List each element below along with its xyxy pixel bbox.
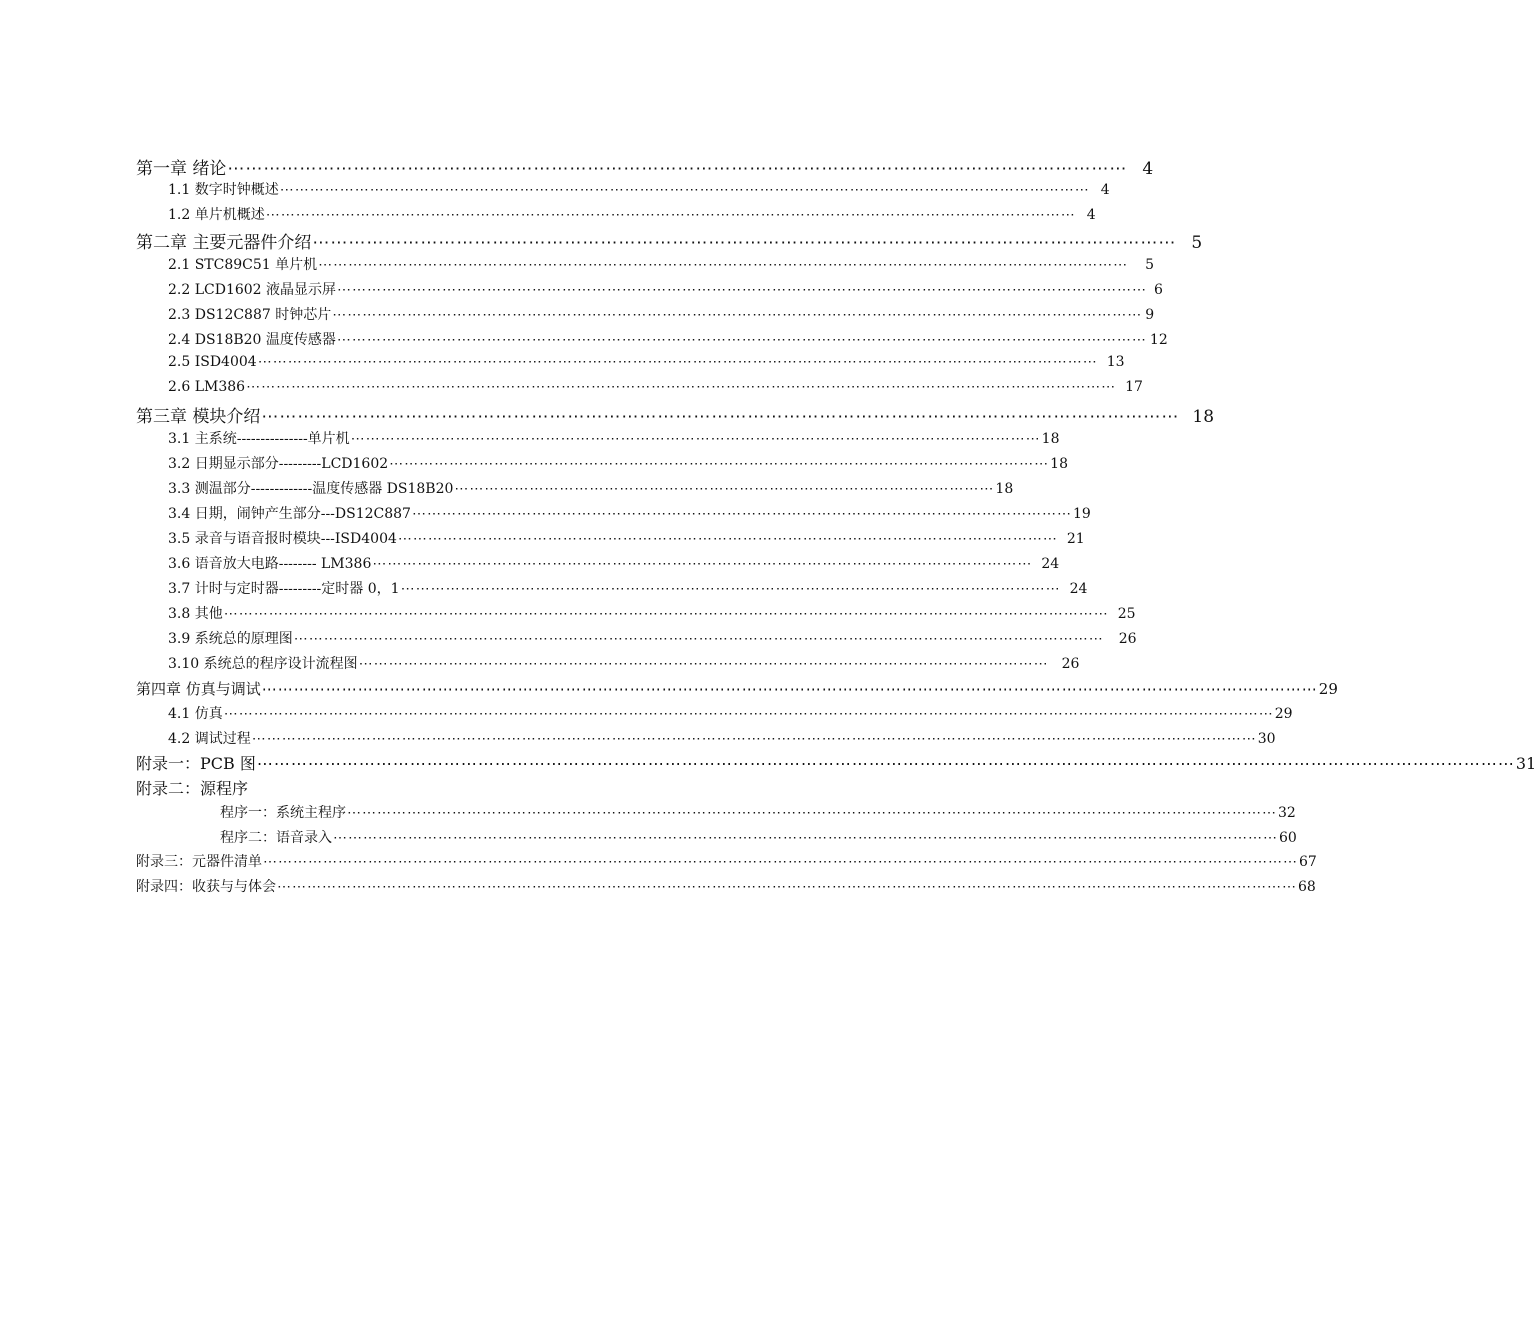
toc-row xyxy=(168,354,1125,370)
toc-row-label: 3.10 系统总的程序设计流程图 xyxy=(168,656,358,672)
toc-row-page: 18 xyxy=(1192,407,1215,427)
toc-row xyxy=(136,402,1215,427)
toc-row xyxy=(168,428,1060,448)
dot-leader: ⋯⋯⋯⋯⋯⋯⋯⋯⋯⋯⋯⋯⋯⋯⋯⋯⋯⋯⋯⋯⋯⋯⋯⋯⋯⋯⋯⋯⋯⋯⋯⋯⋯⋯⋯⋯⋯⋯⋯⋯⋯⋯⋯⋯ xyxy=(389,456,1050,472)
dot-leader: ⋯⋯⋯⋯⋯⋯⋯⋯⋯⋯⋯⋯⋯⋯⋯⋯⋯⋯⋯⋯⋯⋯⋯⋯⋯⋯⋯⋯⋯⋯⋯⋯⋯⋯⋯⋯⋯⋯⋯⋯⋯⋯⋯⋯⋯⋯ xyxy=(350,431,1041,447)
dot-leader: ⋯⋯⋯⋯⋯⋯⋯⋯⋯⋯⋯⋯⋯⋯⋯⋯⋯⋯⋯⋯⋯⋯⋯⋯⋯⋯⋯⋯⋯⋯⋯⋯⋯⋯⋯⋯⋯⋯⋯⋯⋯⋯⋯⋯⋯⋯⋯⋯ xyxy=(312,233,1177,253)
toc-row-label: 3.3 测温部分-------------温度传感器 DS18B20 xyxy=(168,481,454,497)
dot-leader: ⋯⋯⋯⋯⋯⋯⋯⋯⋯⋯⋯⋯⋯⋯⋯⋯⋯⋯⋯⋯⋯⋯⋯⋯⋯⋯⋯⋯⋯⋯⋯⋯⋯⋯⋯⋯⋯⋯⋯⋯⋯⋯⋯⋯ xyxy=(372,556,1033,572)
toc-row-page: 17 xyxy=(1125,379,1143,395)
dot-leader: ⋯⋯⋯⋯⋯⋯⋯⋯⋯⋯⋯⋯⋯⋯⋯⋯⋯⋯⋯⋯⋯⋯⋯⋯⋯⋯⋯⋯⋯⋯⋯⋯⋯⋯⋯⋯⋯⋯⋯⋯⋯⋯⋯⋯⋯⋯⋯⋯⋯⋯⋯⋯⋯⋯⋯⋯⋯⋯⋯⋯⋯⋯⋯⋯⋯⋯⋯⋯⋯⋯ xyxy=(223,706,1274,722)
toc-row xyxy=(136,776,436,799)
toc-row-label: 3.1 主系统---------------单片机 xyxy=(168,431,350,447)
toc-row-label: 附录四：收获与与体会 xyxy=(136,879,276,895)
toc-row-label: 2.3 DS12C887 时钟芯片 xyxy=(168,307,332,323)
dot-leader: ⋯⋯⋯⋯⋯⋯⋯⋯⋯⋯⋯⋯⋯⋯⋯⋯⋯⋯⋯⋯⋯⋯⋯⋯⋯⋯⋯⋯⋯⋯⋯⋯⋯⋯⋯⋯⋯⋯⋯⋯⋯⋯⋯⋯⋯⋯⋯⋯⋯⋯⋯⋯⋯⋯⋯⋯⋯⋯⋯⋯⋯⋯⋯⋯⋯⋯⋯⋯ xyxy=(277,879,1297,895)
toc-row-label: 1.1 数字时钟概述 xyxy=(168,182,279,198)
toc-row xyxy=(220,827,1297,847)
dot-leader: ⋯⋯⋯⋯⋯⋯⋯⋯⋯⋯⋯⋯⋯⋯⋯⋯⋯⋯⋯⋯⋯⋯⋯⋯⋯⋯⋯⋯⋯⋯⋯⋯⋯⋯⋯⋯⋯⋯⋯⋯⋯⋯⋯⋯ xyxy=(397,531,1058,547)
toc-row xyxy=(136,751,1536,774)
dot-leader: ⋯⋯⋯⋯⋯⋯⋯⋯⋯⋯⋯⋯⋯⋯⋯⋯⋯⋯⋯⋯⋯⋯⋯⋯⋯⋯⋯⋯⋯⋯⋯⋯⋯⋯⋯⋯⋯⋯⋯⋯⋯⋯⋯⋯⋯⋯⋯⋯⋯⋯⋯ xyxy=(261,407,1180,427)
toc-row-page: 26 xyxy=(1118,631,1137,647)
toc-row-label: 3.4 日期，闹钟产生部分---DS12C887 xyxy=(168,506,411,522)
toc-row xyxy=(168,503,1091,523)
toc-row-label: 2.5 ISD4004 xyxy=(168,354,257,370)
toc-row-label: 4.2 调试过程 xyxy=(168,731,251,747)
dot-leader: ⋯⋯⋯⋯⋯⋯⋯⋯⋯⋯⋯⋯⋯⋯⋯⋯⋯⋯⋯⋯⋯⋯⋯⋯⋯⋯⋯⋯⋯⋯⋯⋯⋯⋯⋯⋯⋯⋯⋯⋯⋯⋯⋯⋯⋯⋯⋯⋯⋯⋯⋯⋯⋯⋯⋯⋯⋯⋯⋯⋯⋯⋯⋯⋯⋯⋯⋯⋯⋯ xyxy=(263,854,1298,870)
toc-row xyxy=(168,379,1143,395)
toc-row-label: 附录一：PCB 图 xyxy=(136,754,256,773)
toc-row xyxy=(168,204,1096,224)
toc-row-page: 4 xyxy=(1142,159,1154,179)
toc-row-label: 4.1 仿真 xyxy=(168,706,223,722)
toc-row-page: 67 xyxy=(1299,854,1317,870)
toc-row xyxy=(168,179,1110,199)
toc-row-page: 4 xyxy=(1086,207,1096,223)
toc-row xyxy=(168,553,1060,573)
dot-leader: ⋯⋯⋯⋯⋯⋯⋯⋯⋯⋯⋯⋯⋯⋯⋯⋯⋯⋯⋯⋯⋯⋯⋯⋯⋯⋯⋯⋯⋯⋯⋯⋯⋯⋯⋯⋯⋯⋯⋯⋯⋯⋯⋯⋯⋯⋯⋯⋯⋯⋯⋯⋯⋯⋯ xyxy=(279,182,1090,198)
toc-row-label: 3.8 其他 xyxy=(168,606,223,622)
dot-leader: ⋯⋯⋯⋯⋯⋯⋯⋯⋯⋯⋯⋯⋯⋯⋯⋯⋯⋯⋯⋯⋯⋯⋯⋯⋯⋯⋯⋯⋯⋯⋯⋯⋯⋯⋯⋯⋯⋯⋯⋯⋯⋯⋯⋯⋯⋯⋯⋯⋯⋯⋯⋯⋯⋯ xyxy=(337,282,1148,298)
dot-leader: ⋯⋯⋯⋯⋯⋯⋯⋯⋯⋯⋯⋯⋯⋯⋯⋯⋯⋯⋯⋯⋯⋯⋯⋯⋯⋯⋯⋯⋯⋯⋯⋯⋯⋯⋯⋯ xyxy=(454,481,995,497)
toc-row-page: 21 xyxy=(1066,531,1085,547)
dot-leader: ⋯⋯⋯⋯⋯⋯⋯⋯⋯⋯⋯⋯⋯⋯⋯⋯⋯⋯⋯⋯⋯⋯⋯⋯⋯⋯⋯⋯⋯⋯⋯⋯⋯⋯⋯⋯⋯⋯⋯⋯⋯⋯⋯⋯ xyxy=(400,581,1061,597)
toc-row-label: 2.1 STC89C51 单片机 xyxy=(168,257,318,273)
toc-row-page: 5 xyxy=(1191,233,1203,253)
dot-leader: ⋯⋯⋯⋯⋯⋯⋯⋯⋯⋯⋯⋯⋯⋯⋯⋯⋯⋯⋯⋯⋯⋯⋯⋯⋯⋯⋯⋯⋯⋯⋯⋯⋯⋯⋯⋯⋯⋯⋯⋯⋯⋯⋯⋯⋯⋯⋯⋯⋯⋯⋯⋯⋯⋯ xyxy=(318,257,1129,273)
toc-row xyxy=(168,453,1068,473)
toc-row-page: 30 xyxy=(1257,731,1276,747)
toc-row xyxy=(136,228,1203,253)
toc-row-label: 2.2 LCD1602 液晶显示屏 xyxy=(168,282,337,298)
toc-row xyxy=(136,851,1317,871)
toc-row-page: 31 xyxy=(1515,754,1536,773)
toc-row-page: 12 xyxy=(1149,332,1168,348)
toc-row xyxy=(136,154,1154,179)
toc-row-label: 附录二：源程序 xyxy=(136,779,249,798)
toc-row-label: 2.4 DS18B20 温度传感器 xyxy=(168,332,336,348)
toc-row-page: 26 xyxy=(1061,656,1080,672)
dot-leader: ⋯⋯⋯⋯⋯⋯⋯⋯⋯⋯⋯⋯⋯⋯⋯⋯⋯⋯⋯⋯⋯⋯⋯⋯⋯⋯⋯⋯⋯⋯⋯⋯⋯⋯⋯⋯⋯⋯⋯⋯⋯⋯⋯⋯⋯⋯⋯⋯⋯⋯⋯⋯⋯⋯ xyxy=(336,332,1147,348)
toc-row-label: 2.6 LM386 xyxy=(168,379,246,395)
toc-row-label: 程序二：语音录入 xyxy=(220,830,332,846)
toc-row-label: 第三章 模块介绍 xyxy=(136,407,261,427)
toc-row xyxy=(168,603,1136,623)
toc-row-page: 24 xyxy=(1041,556,1060,572)
toc-row-label: 3.9 系统总的原理图 xyxy=(168,631,293,647)
toc-row xyxy=(168,304,1155,324)
dot-leader: ⋯⋯⋯⋯⋯⋯⋯⋯⋯⋯⋯⋯⋯⋯⋯⋯⋯⋯⋯⋯⋯⋯⋯⋯⋯⋯⋯⋯⋯⋯⋯⋯⋯⋯⋯⋯⋯⋯⋯⋯⋯⋯⋯⋯⋯⋯⋯⋯⋯⋯⋯⋯⋯⋯⋯⋯⋯⋯⋯⋯⋯⋯⋯⋯⋯⋯⋯⋯⋯⋯⋯⋯⋯⋯ xyxy=(256,754,1515,773)
dot-leader: ⋯⋯⋯⋯⋯⋯⋯⋯⋯⋯⋯⋯⋯⋯⋯⋯⋯⋯⋯⋯⋯⋯⋯⋯⋯⋯⋯⋯⋯⋯⋯⋯⋯⋯⋯⋯⋯⋯⋯⋯⋯⋯⋯⋯⋯⋯⋯⋯⋯⋯⋯⋯⋯⋯⋯⋯⋯⋯⋯⋯⋯⋯⋯ xyxy=(333,830,1278,846)
toc-row-label: 3.6 语音放大电路-------- LM386 xyxy=(168,556,372,572)
toc-row xyxy=(168,478,1014,498)
toc-row xyxy=(168,279,1163,299)
toc-row xyxy=(136,678,1338,699)
toc-row-label: 3.5 录音与语音报时模块---ISD4004 xyxy=(168,531,397,547)
toc-row-label: 1.2 单片机概述 xyxy=(168,207,265,223)
toc-row-page: 18 xyxy=(1050,456,1068,472)
dot-leader: ⋯⋯⋯⋯⋯⋯⋯⋯⋯⋯⋯⋯⋯⋯⋯⋯⋯⋯⋯⋯⋯⋯⋯⋯⋯⋯⋯⋯⋯⋯⋯⋯⋯⋯⋯⋯⋯⋯⋯⋯⋯⋯⋯⋯ xyxy=(411,506,1072,522)
dot-leader: ⋯⋯⋯⋯⋯⋯⋯⋯⋯⋯⋯⋯⋯⋯⋯⋯⋯⋯⋯⋯⋯⋯⋯⋯⋯⋯⋯⋯⋯⋯⋯⋯⋯⋯⋯⋯⋯⋯⋯⋯⋯⋯⋯⋯⋯⋯⋯⋯⋯⋯⋯⋯⋯⋯⋯⋯⋯⋯ xyxy=(246,379,1117,395)
dot-leader: ⋯⋯⋯⋯⋯⋯⋯⋯⋯⋯⋯⋯⋯⋯⋯⋯⋯⋯⋯⋯⋯⋯⋯⋯⋯⋯⋯⋯⋯⋯⋯⋯⋯⋯⋯⋯⋯⋯⋯⋯⋯⋯⋯⋯⋯⋯⋯⋯⋯⋯⋯⋯⋯⋯⋯⋯⋯⋯⋯⋯⋯⋯⋯⋯⋯⋯ xyxy=(261,680,1318,698)
toc-row xyxy=(168,653,1080,673)
dot-leader: ⋯⋯⋯⋯⋯⋯⋯⋯⋯⋯⋯⋯⋯⋯⋯⋯⋯⋯⋯⋯⋯⋯⋯⋯⋯⋯⋯⋯⋯⋯⋯⋯⋯⋯⋯⋯⋯⋯⋯⋯⋯⋯⋯⋯⋯⋯ xyxy=(358,656,1049,672)
toc-row xyxy=(136,876,1316,896)
toc-row-page: 60 xyxy=(1279,830,1297,846)
toc-row-page: 6 xyxy=(1154,282,1163,298)
toc-row-page: 32 xyxy=(1278,805,1296,821)
toc-row-page: 4 xyxy=(1100,182,1110,198)
toc-row-label: 第四章 仿真与调试 xyxy=(136,680,261,698)
toc-row-page: 68 xyxy=(1298,879,1316,895)
toc-row xyxy=(168,728,1276,748)
toc-row-page: 9 xyxy=(1145,307,1155,323)
dot-leader: ⋯⋯⋯⋯⋯⋯⋯⋯⋯⋯⋯⋯⋯⋯⋯⋯⋯⋯⋯⋯⋯⋯⋯⋯⋯⋯⋯⋯⋯⋯⋯⋯⋯⋯⋯⋯⋯⋯⋯⋯⋯⋯⋯⋯⋯⋯⋯⋯⋯⋯⋯⋯⋯⋯⋯⋯⋯⋯⋯⋯⋯⋯⋯⋯⋯⋯⋯ xyxy=(251,731,1257,747)
toc-row-page: 18 xyxy=(1041,431,1060,447)
dot-leader: ⋯⋯⋯⋯⋯⋯⋯⋯⋯⋯⋯⋯⋯⋯⋯⋯⋯⋯⋯⋯⋯⋯⋯⋯⋯⋯⋯⋯⋯⋯⋯⋯⋯⋯⋯⋯⋯⋯⋯⋯⋯⋯⋯⋯⋯⋯⋯⋯⋯⋯ xyxy=(227,159,1128,179)
toc-row-label: 程序一：系统主程序 xyxy=(220,805,346,821)
toc-row-page: 24 xyxy=(1069,581,1088,597)
toc-row-page: 18 xyxy=(995,481,1014,497)
toc-row-label: 第一章 绪论 xyxy=(136,159,227,179)
toc-row xyxy=(220,802,1296,822)
toc-row-page: 29 xyxy=(1318,680,1338,698)
toc-row xyxy=(168,628,1137,648)
toc-row-label: 3.7 计时与定时器---------定时器 0，1 xyxy=(168,581,400,597)
toc-row xyxy=(168,578,1088,598)
dot-leader: ⋯⋯⋯⋯⋯⋯⋯⋯⋯⋯⋯⋯⋯⋯⋯⋯⋯⋯⋯⋯⋯⋯⋯⋯⋯⋯⋯⋯⋯⋯⋯⋯⋯⋯⋯⋯⋯⋯⋯⋯⋯⋯⋯⋯⋯⋯⋯⋯⋯⋯⋯⋯⋯⋯⋯⋯⋯⋯⋯⋯⋯⋯ xyxy=(347,805,1277,821)
toc-row-label: 附录三：元器件清单 xyxy=(136,854,262,870)
dot-leader: ⋯⋯⋯⋯⋯⋯⋯⋯⋯⋯⋯⋯⋯⋯⋯⋯⋯⋯⋯⋯⋯⋯⋯⋯⋯⋯⋯⋯⋯⋯⋯⋯⋯⋯⋯⋯⋯⋯⋯⋯⋯⋯⋯⋯⋯⋯⋯⋯⋯⋯⋯⋯⋯⋯⋯⋯ xyxy=(257,354,1098,370)
toc-row-page: 25 xyxy=(1117,606,1136,622)
dot-leader: ⋯⋯⋯⋯⋯⋯⋯⋯⋯⋯⋯⋯⋯⋯⋯⋯⋯⋯⋯⋯⋯⋯⋯⋯⋯⋯⋯⋯⋯⋯⋯⋯⋯⋯⋯⋯⋯⋯⋯⋯⋯⋯⋯⋯⋯⋯⋯⋯⋯⋯⋯⋯⋯⋯ xyxy=(265,207,1076,223)
dot-leader: ⋯⋯⋯⋯⋯⋯⋯⋯⋯⋯⋯⋯⋯⋯⋯⋯⋯⋯⋯⋯⋯⋯⋯⋯⋯⋯⋯⋯⋯⋯⋯⋯⋯⋯⋯⋯⋯⋯⋯⋯⋯⋯⋯⋯⋯⋯⋯⋯⋯⋯⋯⋯⋯⋯ xyxy=(293,631,1104,647)
toc-row xyxy=(168,703,1293,723)
toc-row xyxy=(168,254,1155,274)
toc-row xyxy=(168,528,1085,548)
toc-row-label: 第二章 主要元器件介绍 xyxy=(136,233,312,253)
toc-row-page: 19 xyxy=(1072,506,1091,522)
toc-row-label: 3.2 日期显示部分---------LCD1602 xyxy=(168,456,389,472)
toc-row-page: 5 xyxy=(1145,257,1155,273)
dot-leader: ⋯⋯⋯⋯⋯⋯⋯⋯⋯⋯⋯⋯⋯⋯⋯⋯⋯⋯⋯⋯⋯⋯⋯⋯⋯⋯⋯⋯⋯⋯⋯⋯⋯⋯⋯⋯⋯⋯⋯⋯⋯⋯⋯⋯⋯⋯⋯⋯⋯⋯⋯⋯⋯⋯⋯⋯⋯⋯⋯ xyxy=(223,606,1109,622)
toc-row xyxy=(168,329,1168,349)
toc-row-page: 13 xyxy=(1106,354,1125,370)
toc-row-page: 29 xyxy=(1274,706,1293,722)
dot-leader: ⋯⋯⋯⋯⋯⋯⋯⋯⋯⋯⋯⋯⋯⋯⋯⋯⋯⋯⋯⋯⋯⋯⋯⋯⋯⋯⋯⋯⋯⋯⋯⋯⋯⋯⋯⋯⋯⋯⋯⋯⋯⋯⋯⋯⋯⋯⋯⋯⋯⋯⋯⋯⋯⋯ xyxy=(332,307,1143,323)
